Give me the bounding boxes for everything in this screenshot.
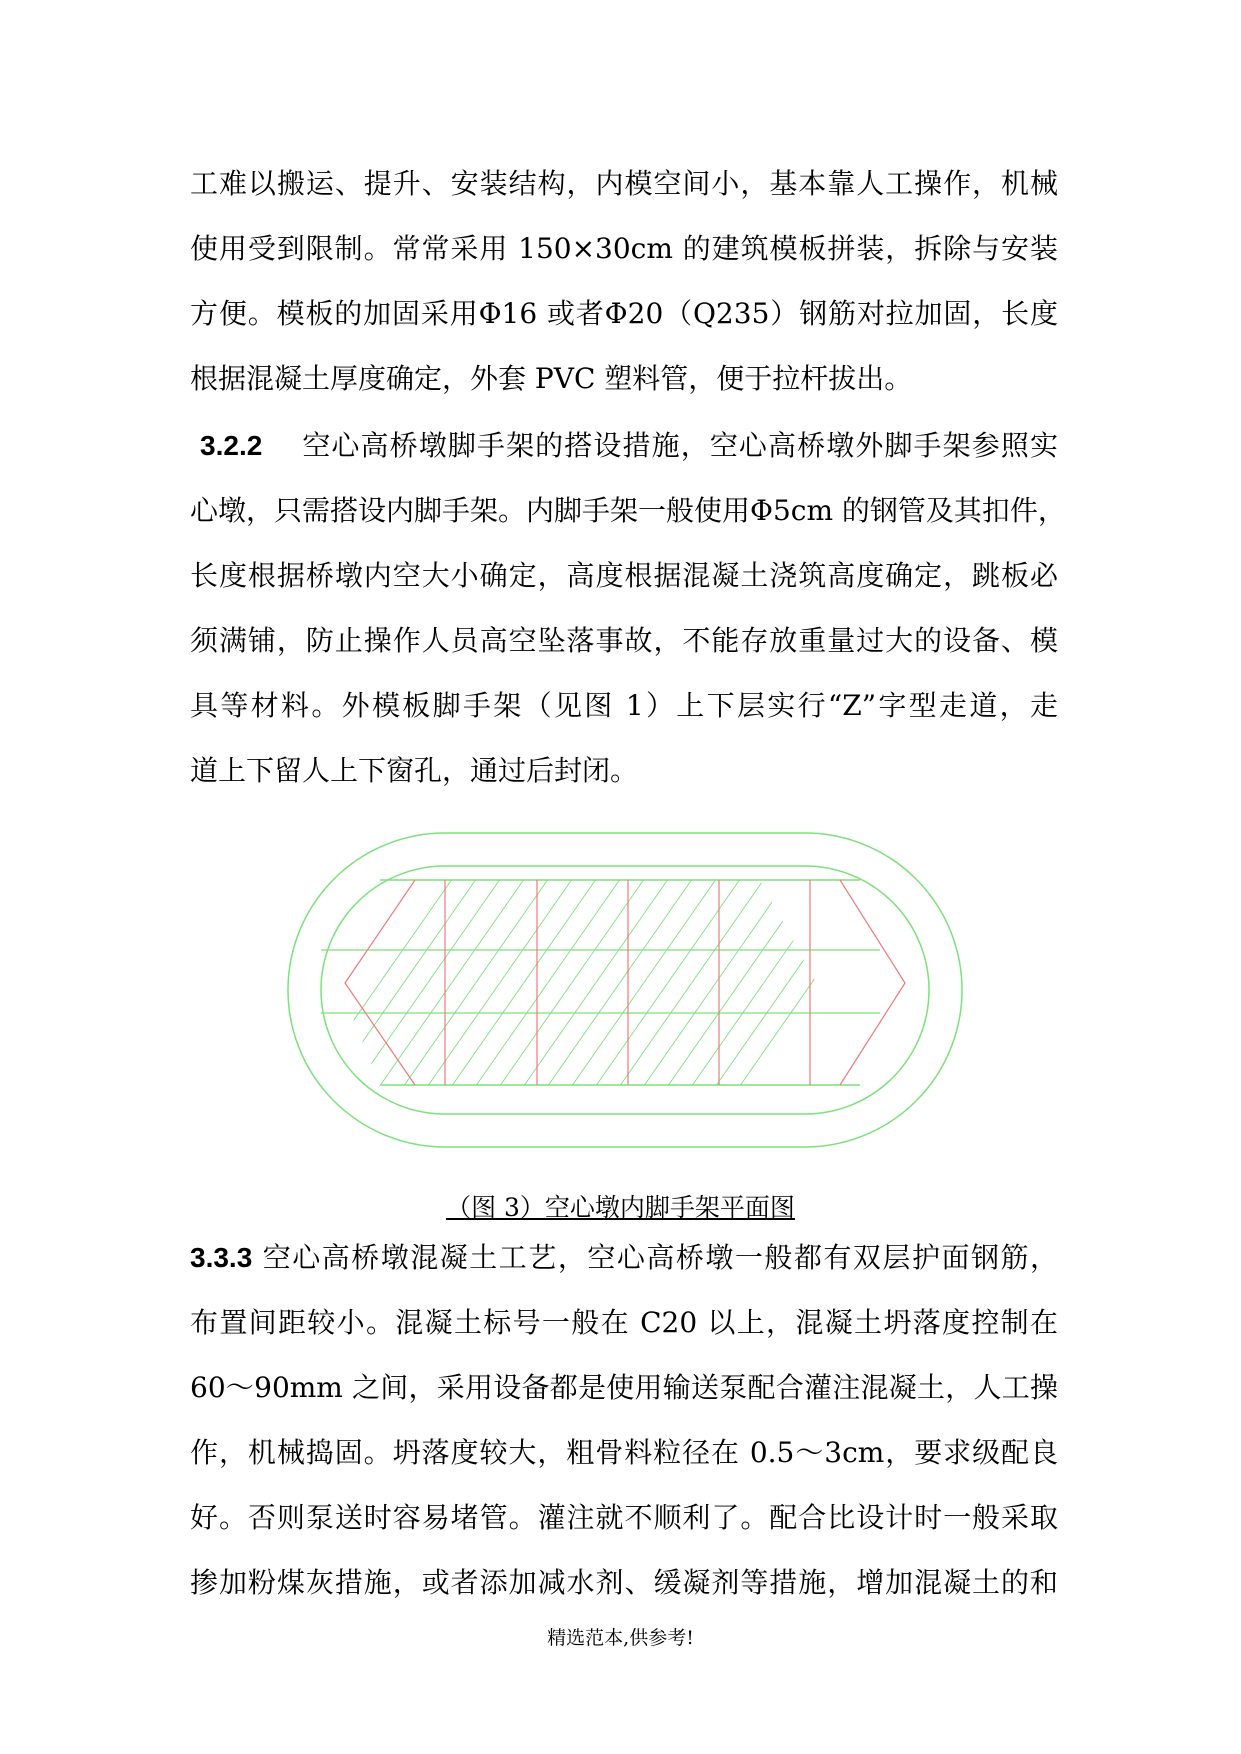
text-line: 作，机械捣固。坍落度较大，粗骨料粒径在 0.5～3cm，要求级配良	[190, 1436, 1058, 1469]
hatch-line	[737, 875, 887, 1090]
frame-members	[345, 880, 905, 1085]
text-line: 心墩，只需搭设内脚手架。内脚手架一般使用Φ5cm 的钢管及其扣件，	[190, 494, 1066, 527]
scaffold-plan-drawing	[285, 830, 965, 1150]
hatch-line	[713, 875, 863, 1090]
hatch-line	[689, 875, 839, 1090]
text-line: 具等材料。外模板脚手架（见图 1）上下层实行“Z”字型走道，走	[190, 689, 1058, 722]
inner-outline	[321, 866, 929, 1114]
hatch-line	[953, 875, 965, 1090]
text-line: 掺加粉煤灰措施，或者添加减水剂、缓凝剂等措施，增加混凝土的和	[190, 1566, 1058, 1599]
text-line-first	[190, 1225, 1058, 1290]
hatch-line	[617, 875, 767, 1090]
text-line: 布置间距较小。混凝土标号一般在 C20 以上，混凝土坍落度控制在	[190, 1306, 1058, 1339]
hatch-line	[857, 875, 965, 1090]
hatch-line	[329, 875, 479, 1090]
hatch-line	[377, 875, 527, 1090]
text-line: 方便。模板的加固采用Φ16 或者Φ20（Q235）钢筋对拉加固，长度	[190, 297, 1058, 330]
hatch-line	[881, 875, 965, 1090]
page-footer: 精选范本,供参考!	[547, 1627, 694, 1649]
text-line: 使用受到限制。常常采用 150×30cm 的建筑模板拼装，拆除与安装	[190, 232, 1058, 265]
hatch-line	[305, 875, 455, 1090]
text-line: 好。否则泵送时容易堵管。灌注就不顺利了。配合比设计时一般采取	[190, 1501, 1058, 1534]
hatch-line	[449, 875, 599, 1090]
hatch-line	[569, 875, 719, 1090]
text-run: 空心高桥墩混凝土工艺，空心高桥墩一般都有双层护面钢筋，	[262, 1241, 1058, 1274]
hatch-line	[809, 875, 959, 1090]
text-line: 长度根据桥墩内空大小确定，高度根据混凝土浇筑高度确定，跳板必	[190, 559, 1058, 592]
hatch-line	[833, 875, 965, 1090]
hatch-line	[425, 875, 575, 1090]
figure-caption: （图 3）空心墩内脚手架平面图	[446, 1193, 795, 1222]
hatch-line	[353, 875, 503, 1090]
text-run: 空心高桥墩脚手架的搭设措施，空心高桥墩外脚手架参照实	[302, 429, 1058, 462]
hatch-line	[665, 875, 815, 1090]
hatch-line	[473, 875, 623, 1090]
hatch-line	[521, 875, 671, 1090]
section-number: 3.2.2	[200, 430, 263, 461]
text-line: 工难以搬运、提升、安装结构，内模空间小，基本靠人工操作，机械	[190, 167, 1058, 200]
text-line: 道上下留人上下窗孔，通过后封闭。	[190, 754, 639, 787]
scaffold-plan-figure	[285, 830, 965, 1150]
text-line: 须满铺，防止操作人员高空坠落事故，不能存放重量过大的设备、模	[190, 624, 1058, 657]
frame-right-end	[840, 880, 905, 1085]
section-number: 3.3.3	[190, 1242, 253, 1273]
hatch-pattern	[305, 875, 965, 1090]
paragraph-concrete	[190, 1225, 1058, 1615]
hatch-line	[497, 875, 647, 1090]
text-line-first	[190, 413, 1058, 478]
hatch-line	[641, 875, 791, 1090]
hatch-line	[545, 875, 695, 1090]
hatch-line	[593, 875, 743, 1090]
hatch-line	[905, 875, 965, 1090]
hatch-line	[785, 875, 935, 1090]
text-line: 根据混凝土厚度确定，外套 PVC 塑料管，便于拉杆拔出。	[190, 362, 913, 395]
paragraph-formwork	[190, 151, 1058, 411]
hatch-line	[401, 875, 551, 1090]
paragraph-scaffold	[190, 413, 1066, 803]
hatch-line	[761, 875, 911, 1090]
text-line: 60～90mm 之间，采用设备都是使用输送泵配合灌注混凝土，人工操	[190, 1371, 1058, 1404]
